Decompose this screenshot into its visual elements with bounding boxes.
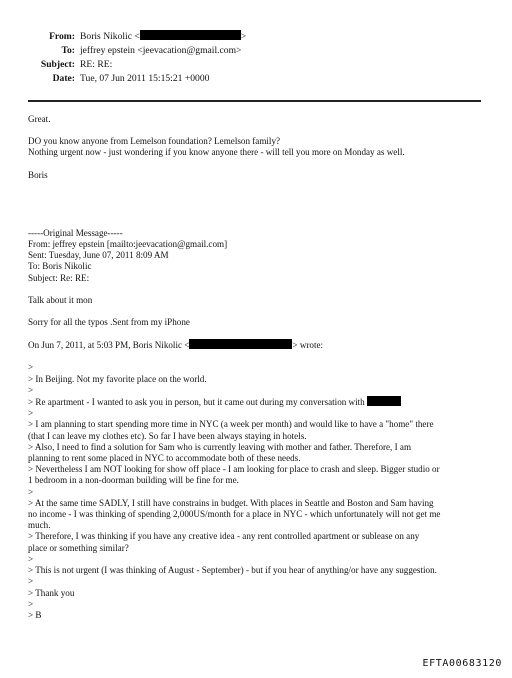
reply-greeting: Great. xyxy=(28,114,51,124)
quoted-line: much. xyxy=(28,520,51,531)
original-message: Sorry for all the typos .Sent from my iPhone xyxy=(28,317,190,328)
header-date-row xyxy=(0,72,300,86)
date-label: Date: xyxy=(52,73,75,84)
header-from-row xyxy=(0,30,300,44)
quoted-line: no income - I was thinking of spending 2,000US/month for a place in NYC - which unfortunately will not get me xyxy=(28,509,441,520)
subject-value: RE: RE: xyxy=(80,59,113,70)
from-label: From: xyxy=(49,31,75,42)
original-sent: Sent: Tuesday, June 07, 2011 8:09 AM xyxy=(28,250,169,261)
reply-line: Nothing urgent now - just wondering if you know anyone there - will tell you more on Monday as well. xyxy=(28,147,405,158)
from-name: Boris Nikolic < xyxy=(80,31,140,42)
quoted-line: > Thank you xyxy=(28,587,75,598)
reply-line: DO you know anyone from Lemelson foundation? Lemelson family? xyxy=(28,136,281,147)
quoted-line: > This is not urgent (I was thinking of August - September) - but if you hear of anything/or have any suggestion. xyxy=(28,565,437,576)
quoted-line: > xyxy=(28,598,34,609)
redaction-box xyxy=(367,396,401,406)
quoted-line: planning to rent some placed in NYC to accommodate both of these needs. xyxy=(28,453,301,464)
quoted-line: > Nevertheless I am NOT looking for show off place - I am looking for place to crash and sleep. Bigger studio or xyxy=(28,464,440,475)
quoted-line xyxy=(28,396,490,408)
quoted-line: > xyxy=(28,384,34,395)
quoted-line: (that I can leave my clothes etc). So far I have been always staying in hotels. xyxy=(28,430,307,441)
quoted-line: > Therefore, I was thinking if you have any creative idea - any rent controlled apartment or sublease on any xyxy=(28,531,420,542)
original-separator: -----Original Message----- xyxy=(28,227,123,238)
subject-label: Subject: xyxy=(40,59,75,70)
quoted-line: place or something similar? xyxy=(28,542,129,553)
email-header xyxy=(0,30,300,86)
quoted-line: > xyxy=(28,486,34,497)
header-subject-row xyxy=(0,58,300,72)
reply-signature: Boris xyxy=(28,169,48,180)
original-subject: Subject: Re: RE: xyxy=(28,272,90,283)
to-label: To: xyxy=(61,45,75,56)
header-divider xyxy=(28,100,481,102)
original-from: From: jeffrey epstein [mailto:jeevacation@gmail.com] xyxy=(28,239,228,250)
wrote-suffix: > wrote: xyxy=(292,340,324,351)
quoted-line: > xyxy=(28,576,34,587)
quoted-line: > B xyxy=(28,609,42,620)
quoted-line: > xyxy=(28,553,34,564)
quoted-text: > Re apartment - I wanted to ask you in person, but it came out during my conversation with xyxy=(28,397,365,408)
quoted-line: > In Beijing. Not my favorite place on the world. xyxy=(28,373,207,384)
original-to: To: Boris Nikolic xyxy=(28,261,92,272)
quoted-line: 1 bedroom in a non-doorman building will be fine for me. xyxy=(28,475,239,486)
quoted-line: > Also, I need to find a solution for Sam who is currently leaving with mother and father. Therefore, I am xyxy=(28,441,412,452)
original-message: Talk about it mon xyxy=(28,294,93,305)
redaction-box xyxy=(189,339,292,349)
wrote-line xyxy=(28,339,490,351)
header-to-row xyxy=(0,44,300,58)
quoted-line: > xyxy=(28,408,34,419)
from-value xyxy=(80,30,246,43)
to-value: jeffrey epstein <jeevacation@gmail.com> xyxy=(80,45,242,56)
date-value: Tue, 07 Jun 2011 15:15:21 +0000 xyxy=(80,73,210,84)
quoted-line: > xyxy=(28,362,34,373)
email-body xyxy=(28,114,490,621)
quoted-line: > I am planning to start spending more time in NYC (a week per month) and would like to have a "home" there xyxy=(28,419,434,430)
bates-number: EFTA00683120 xyxy=(422,658,502,669)
redaction-box xyxy=(140,30,241,40)
wrote-prefix: On Jun 7, 2011, at 5:03 PM, Boris Nikolic < xyxy=(28,340,190,351)
from-close: > xyxy=(240,31,247,42)
quoted-line: > At the same time SADLY, I still have constrains in budget. With places in Seattle and Boston and Sam having xyxy=(28,497,434,508)
